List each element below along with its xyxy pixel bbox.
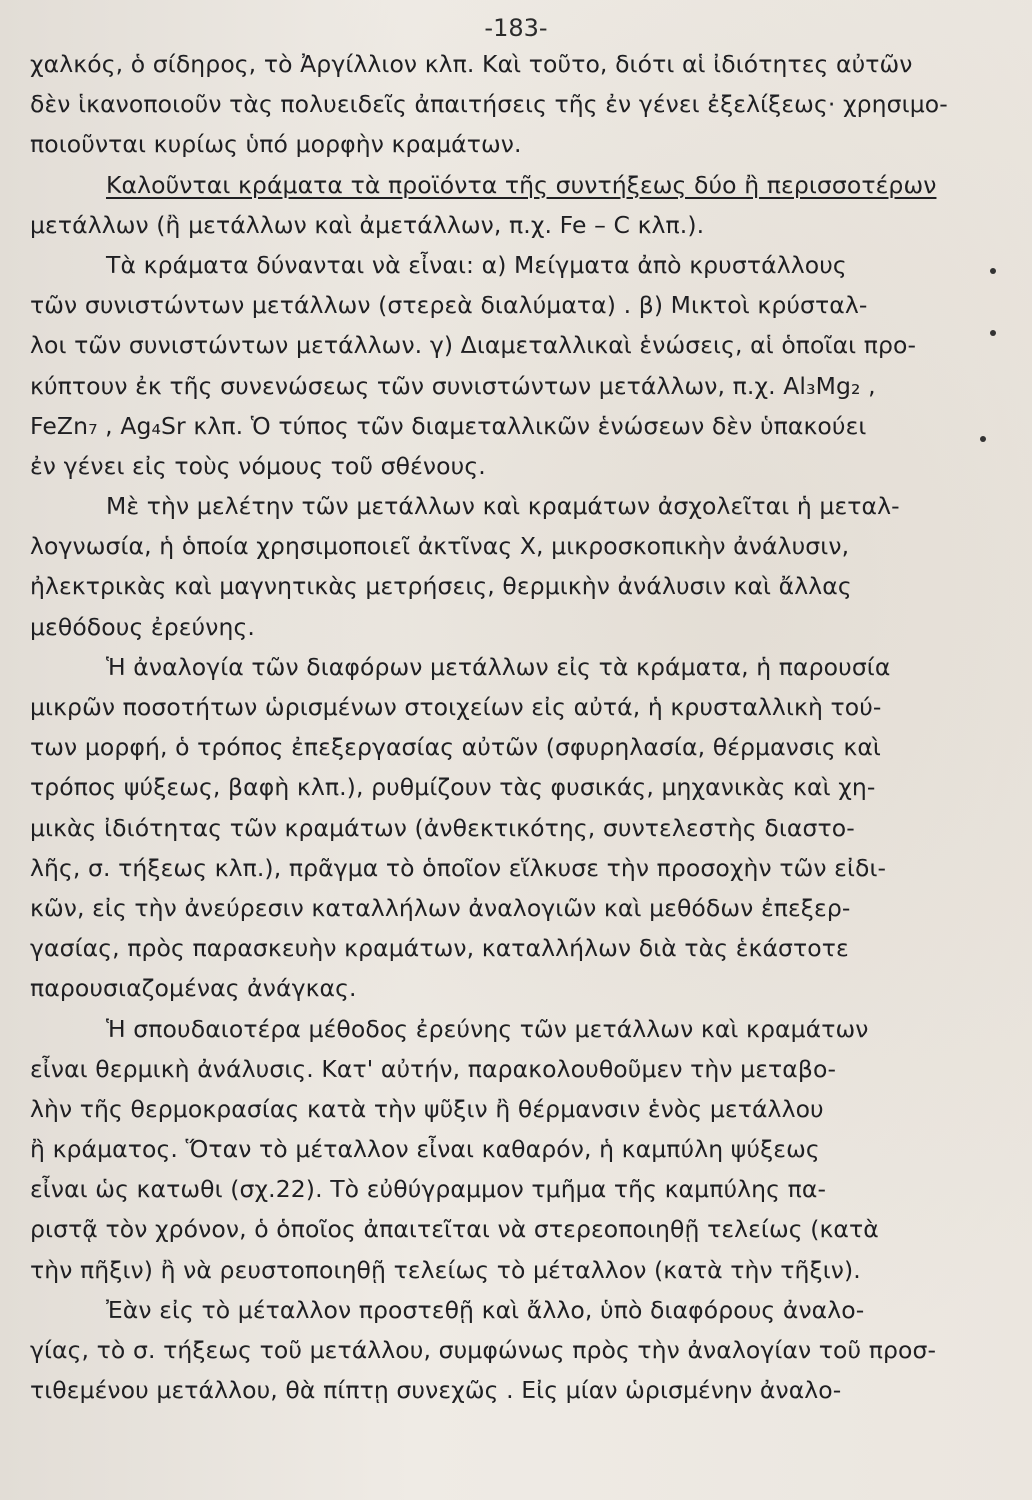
text-line: ἢ κράματος. Ὅταν τὸ μέταλλον εἶναι καθαρόν, ἡ καμπύλη ψύξεως xyxy=(30,1135,820,1164)
text-line: κύπτουν ἐκ τῆς συνενώσεως τῶν συνιστώντων μετάλλων, π.χ. Al₃Mg₂ , xyxy=(30,371,876,400)
text-line: Ἐὰν εἰς τὸ μέταλλον προστεθῇ καὶ ἄλλο, ὑπὸ διαφόρους ἀναλο- xyxy=(106,1295,865,1324)
text-line: μετάλλων (ἢ μετάλλων καὶ ἀμετάλλων, π.χ. Fe – C κλπ.). xyxy=(30,210,705,239)
text-line: ριστᾷ τὸν χρόνον, ὁ ὁποῖος ἀπαιτεῖται νὰ στερεοποιηθῇ τελείως (κατὰ xyxy=(30,1215,879,1244)
text-line: γίας, τὸ σ. τήξεως τοῦ μετάλλου, συμφώνως πρὸς τὴν ἀναλογίαν τοῦ προσ- xyxy=(30,1336,937,1364)
text-line: τρόπος ψύξεως, βαφὴ κλπ.), ρυθμίζουν τὰς φυσικάς, μηχανικὰς καὶ χη- xyxy=(30,773,876,802)
text-line: Τὰ κράματα δύνανται νὰ εἶναι: α) Μείγματα ἀπὸ κρυστάλλους xyxy=(106,250,847,279)
text-line: παρουσιαζομένας ἀνάγκας. xyxy=(30,974,357,1003)
text-line: χαλκός, ὁ σίδηρος, τὸ Ἀργίλλιον κλπ. Καὶ τοῦτο, διότι αἱ ἰδιότητες αὐτῶν xyxy=(30,50,913,78)
text-line: μικὰς ἰδιότητας τῶν κραμάτων (ἀνθεκτικότης, συντελεστὴς διαστο- xyxy=(30,813,855,842)
text-line: δὲν ἱκανοποιοῦν τὰς πολυειδεῖς ἀπαιτήσεις τῆς ἐν γένει ἐξελίξεως· χρησιμο- xyxy=(30,90,948,119)
text-line: των μορφή, ὁ τρόπος ἐπεξεργασίας αὐτῶν (σφυρηλασία, θέρμανσις καὶ xyxy=(30,733,881,762)
text-line: εἶναι θερμικὴ ἀνάλυσις. Κατ' αὐτήν, παρακολουθοῦμεν τὴν μεταβο- xyxy=(30,1054,837,1083)
handwritten-text-block xyxy=(30,44,990,1410)
text-line: λῆς, σ. τήξεως κλπ.), πρᾶγμα τὸ ὁποῖον εἵλκυσε τὴν προσοχὴν τῶν εἰδι- xyxy=(30,853,887,882)
margin-dot xyxy=(980,436,986,442)
text-line: γασίας, πρὸς παρασκευὴν κραμάτων, καταλλήλων διὰ τὰς ἑκάστοτε xyxy=(30,934,849,963)
text-line: ποιοῦνται κυρίως ὑπό μορφὴν κραμάτων. xyxy=(30,130,522,159)
text-line: τιθεμένου μετάλλου, θὰ πίπτῃ συνεχῶς . Εἰς μίαν ὡρισμένην ἀναλο- xyxy=(30,1376,842,1405)
page-number: -183- xyxy=(484,14,548,42)
text-line: FeZn₇ , Ag₄Sr κλπ. Ὁ τύπος τῶν διαμεταλλικῶν ἑνώσεων δὲν ὑπακούει xyxy=(30,411,867,440)
text-line: τὴν πῆξιν) ἢ νὰ ρευστοποιηθῇ τελείως τὸ μέταλλον (κατὰ τὴν τῆξιν). xyxy=(30,1255,861,1284)
text-line: Ἡ ἀναλογία τῶν διαφόρων μετάλλων εἰς τὰ κράματα, ἡ παρουσία xyxy=(106,652,891,681)
text-line: ἐν γένει εἰς τοὺς νόμους τοῦ σθένους. xyxy=(30,451,486,480)
margin-dot xyxy=(990,268,996,274)
text-line: μεθόδους ἐρεύνης. xyxy=(30,612,255,641)
text-line: Ἡ σπουδαιοτέρα μέθοδος ἐρεύνης τῶν μετάλλων καὶ κραμάτων xyxy=(106,1014,869,1043)
text-line: κῶν, εἰς τὴν ἀνεύρεσιν καταλλήλων ἀναλογιῶν καὶ μεθόδων ἐπεξερ- xyxy=(30,893,851,922)
margin-dot xyxy=(990,330,996,336)
text-line: μικρῶν ποσοτήτων ὡρισμένων στοιχείων εἰς αὐτά, ἡ κρυσταλλικὴ τού- xyxy=(30,693,882,721)
text-line: λὴν τῆς θερμοκρασίας κατὰ τὴν ψῦξιν ἢ θέρμανσιν ἑνὸς μετάλλου xyxy=(30,1094,824,1123)
text-line: τῶν συνιστώντων μετάλλων (στερεὰ διαλύματα) . β) Μικτοὶ κρύσταλ- xyxy=(30,291,868,320)
text-line: εἶναι ὡς κατωθι (σχ.22). Τὸ εὐθύγραμμον τμῆμα τῆς καμπύλης πα- xyxy=(30,1175,827,1204)
text-line: ἠλεκτρικὰς καὶ μαγνητικὰς μετρήσεις, θερμικὴν ἀνάλυσιν καὶ ἄλλας xyxy=(30,572,852,601)
text-line: λογνωσία, ἡ ὁποία χρησιμοποιεῖ ἀκτῖνας X, μικροσκοπικὴν ἀνάλυσιν, xyxy=(30,532,850,561)
text-line: λοι τῶν συνιστώντων μετάλλων. γ) Διαμεταλλικαὶ ἑνώσεις, αἱ ὁποῖαι προ- xyxy=(30,331,917,360)
text-line-underlined: Καλοῦνται κράματα τὰ προϊόντα τῆς συντήξεως δύο ἢ περισσοτέρων xyxy=(106,170,937,199)
text-line: Μὲ τὴν μελέτην τῶν μετάλλων καὶ κραμάτων ἀσχολεῖται ἡ μεταλ- xyxy=(106,492,900,521)
